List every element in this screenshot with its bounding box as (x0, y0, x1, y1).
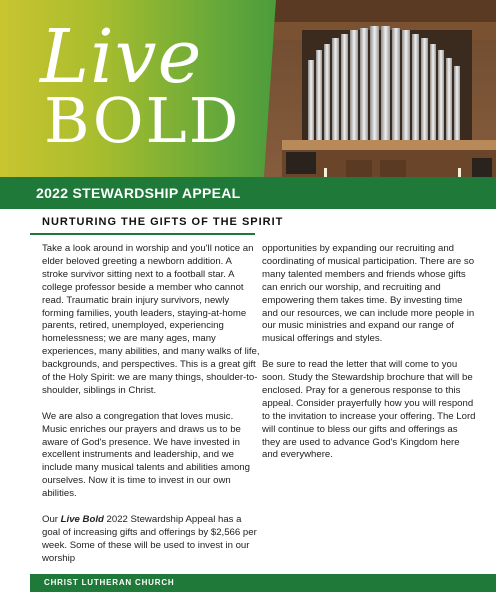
title-live: Live (40, 14, 203, 100)
paragraph: Take a look around in worship and you'll notice an elder beloved greeting a newborn addition. A stroke survivor sitting next to a football star. A college professor beside a member who cannot read. Traumatic brain injury survivors, newly forming families, youth leaders, staying-at-home parents, retired, unemployed, experiencing homelessness; we are many ages, many experiences, many abilities, and many walks of life, backgrounds, and perspectives. This is a great gift of the Holy Spirit: we are many things, shoulder-to-shoulder, siblings in Christ. (42, 243, 260, 396)
section-heading: NURTURING THE GIFTS OF THE SPIRIT (42, 216, 284, 228)
organ-photo (262, 0, 496, 205)
church-name: CHRIST LUTHERAN CHURCH (44, 578, 175, 587)
paragraph: We are also a congregation that loves music. Music enriches our prayers and draws us to be aware of God's presence. We have invested in excellent instruments and leadership, and we include many musical talents and abilities among ourselves. Now it is time to invest in our own abilities. (42, 410, 250, 500)
paragraph: Be sure to read the letter that will come to you soon. Study the Stewardship brochure that will be enclosed. Pray for a generous response to this appeal. Consider prayerfully how you will respond to the invitation to increase your offering. The Lord will continue to bless our gifts and offerings as they are used to advance God's Kingdom here and everywhere. (262, 359, 476, 461)
hero-banner (0, 0, 496, 205)
heading-rule (30, 233, 255, 235)
paragraph (42, 514, 260, 566)
paragraph-text: 2022 Stewardship Appeal has a goal of increasing gifts and offerings by $2,566 per week. Some of these will be used to invest in our worship (42, 514, 257, 564)
appeal-title: 2022 STEWARDSHIP APPEAL (36, 185, 241, 201)
paragraph-text: Our (42, 514, 61, 525)
title-bold: BOLD (44, 84, 241, 157)
left-column (42, 243, 260, 579)
appeal-name: Live Bold (60, 514, 104, 525)
right-column (262, 243, 477, 475)
paragraph: opportunities by expanding our recruiting and coordinating of musical participation. There are so many talented members and friends whose gifts can enrich our worship, and recruiting and empowering them takes time. By investing time and our resources, we can include more people in our music ministries and expand our range of musical offerings and styles. (262, 243, 475, 345)
